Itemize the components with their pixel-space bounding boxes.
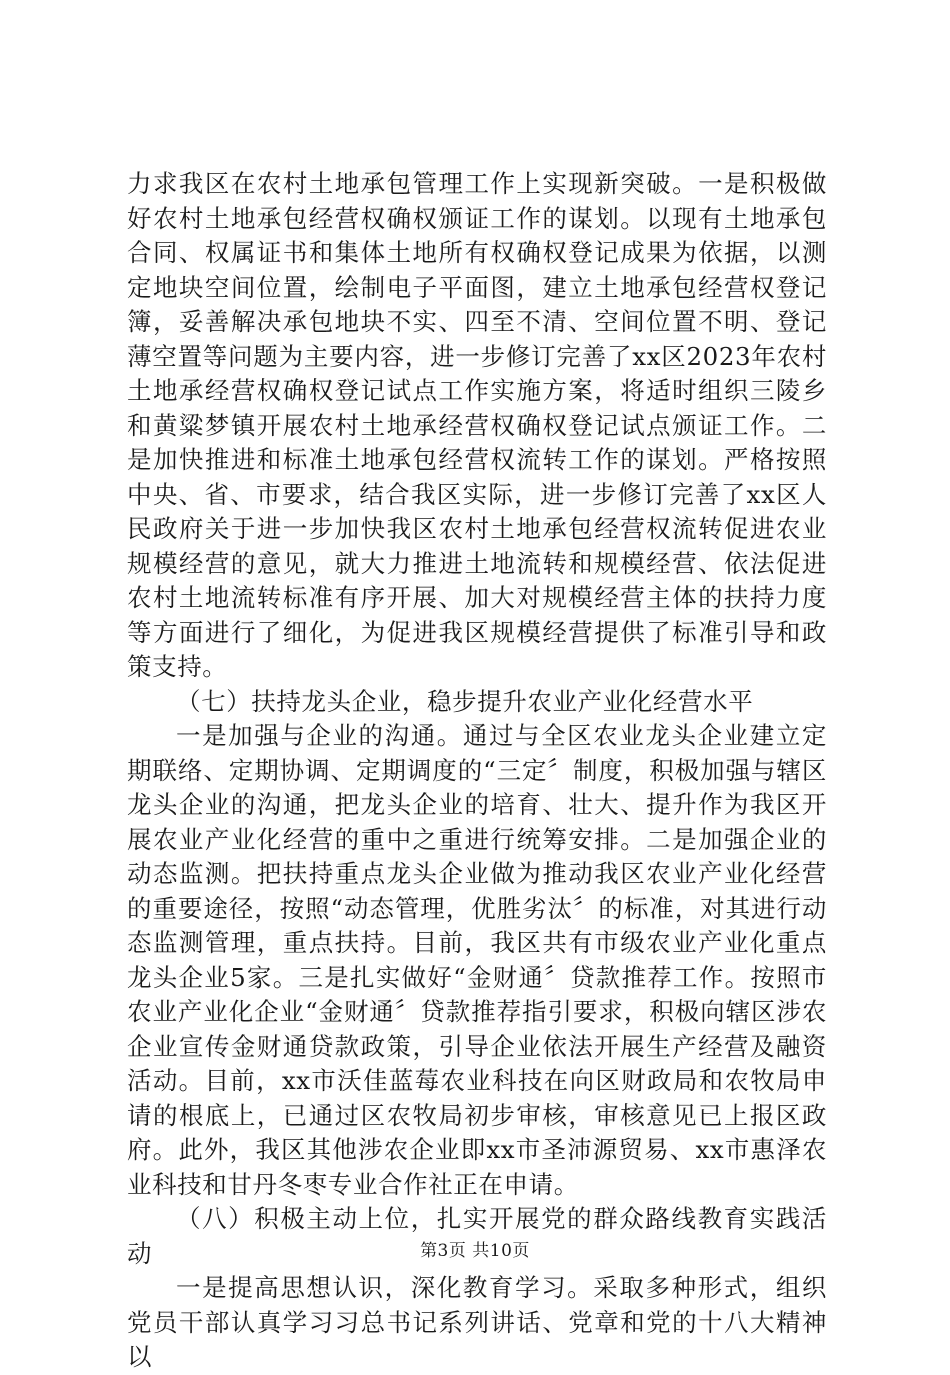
body-paragraph-3: 一是提高思想认识，深化教育学习。采取多种形式，组织党员干部认真学习习总书记系列讲话、党章和党的十八大精神以 bbox=[127, 1273, 827, 1371]
section-heading-8: （八）积极主动上位，扎实开展党的群众路线教育实践活动 bbox=[127, 1204, 827, 1268]
page-number-label: 第3页 共10页 bbox=[420, 1241, 530, 1261]
body-paragraph-2: 一是加强与企业的沟通。通过与全区农业龙头企业建立定期联络、定期协调、定期调度的“三定〞制度，积极加强与辖区龙头企业的沟通，把龙头企业的培育、壮大、提升作为我区开展农业产业化经营的重中之重进行统筹安排。二是加强企业的动态监测。把扶持重点龙头企业做为推动我区农业产业化经营的重要途径，按照“动态管理，优胜劣汰〞的标准，对其进行动态监测管理，重点扶持。目前，我区共有市级农业产业化重点龙头企业5家。三是扎实做好“金财通〞贷款推荐工作。按照市农业产业化企业“金财通〞贷款推荐指引要求，积极向辖区涉农企业宣传金财通贷款政策，引导企业依法开展生产经营及融资活动。目前，xx市沃佳蓝莓农业科技在向区财政局和农牧局申请的根底上，已通过区农牧局初步审核，审核意见已上报区政府。此外，我区其他涉农企业即xx市圣沛源贸易、xx市惠泽农业科技和甘丹冬枣专业合作社正在申请。 bbox=[127, 721, 827, 1199]
section-heading-7: （七）扶持龙头企业，稳步提升农业产业化经营水平 bbox=[176, 686, 754, 716]
page-footer bbox=[0, 1240, 950, 1262]
body-paragraph-1: 力求我区在农村土地承包管理工作上实现新突破。一是积极做好农村土地承包经营权确权颁证工作的谋划。以现有土地承包合同、权属证书和集体土地所有权确权登记成果为依据，以测定地块空间位置，绘制电子平面图，建立土地承包经营权登记簿，妥善解决承包地块不实、四至不清、空间位置不明、登记薄空置等问题为主要内容，进一步修订完善了xx区2023年农村土地承经营权确权登记试点工作实施方案，将适时组织三陵乡和黄粱梦镇开展农村土地承经营权确权登记试点颁证工作。二是加快推进和标准土地承包经营权流转工作的谋划。严格按照中央、省、市要求，结合我区实际，进一步修订完善了xx区人民政府关于进一步加快我区农村土地承包经营权流转促进农业规模经营的意见，就大力推进土地流转和规模经营、依法促进农村土地流转标准有序开展、加大对规模经营主体的扶持力度等方面进行了细化，为促进我区规模经营提供了标准引导和政策支持。 bbox=[127, 169, 827, 681]
document-body bbox=[127, 167, 827, 1375]
